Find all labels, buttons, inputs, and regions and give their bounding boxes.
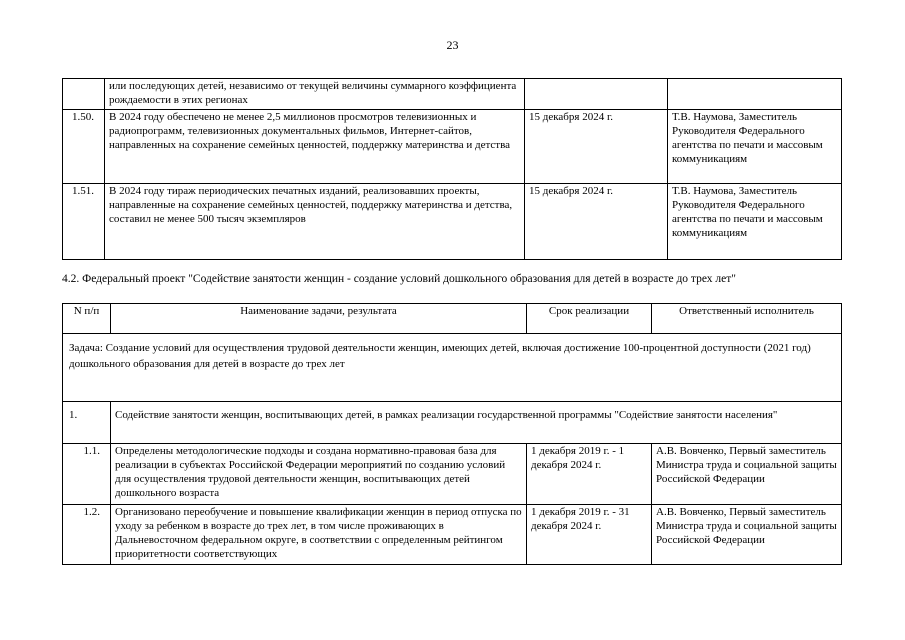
header-responsible: Ответственный исполнитель (652, 304, 842, 334)
group-number: 1. (63, 402, 111, 444)
task-row (63, 334, 842, 402)
task-cell: В 2024 году тираж периодических печатных изданий, реализовавших проекты, направленные на сохранение семейных ценностей, поддержку материнства и детства, составил не менее 500 тысяч экземпляров (105, 184, 525, 260)
table-row (63, 110, 842, 184)
row-number: 1.1. (63, 444, 111, 505)
page-number: 23 (446, 38, 459, 52)
table-header-row (63, 304, 842, 334)
row-number: 1.2. (63, 505, 111, 565)
task-statement: Задача: Создание условий для осуществления трудовой деятельности женщин, имеющих детей, включая достижение 100-процентной доступности (2021 год) дошкольного образования для детей в возрасте до трех лет (63, 334, 842, 402)
header-task: Наименование задачи, результата (111, 304, 527, 334)
table-row (63, 79, 842, 110)
table-row (63, 505, 842, 565)
responsible-cell: А.В. Вовченко, Первый заместитель Министра труда и социальной защиты Российской Федерации (652, 444, 842, 505)
task-cell: Определены методологические подходы и создана нормативно-правовая база для реализации в субъектах Российской Федерации мероприятий по созданию условий для осуществления трудовой деятельности женщин, воспитывающих детей дошкольного возраста (111, 444, 527, 505)
responsible-cell: А.В. Вовченко, Первый заместитель Министра труда и социальной защиты Российской Федерации (652, 505, 842, 565)
group-row (63, 402, 842, 444)
row-number: 1.50. (63, 110, 105, 184)
responsible-cell: Т.В. Наумова, Заместитель Руководителя Федерального агентства по печати и массовым коммуникациям (668, 184, 842, 260)
row-number (63, 79, 105, 110)
deadline-cell: 1 декабря 2019 г. - 31 декабря 2024 г. (527, 505, 652, 565)
section-title: 4.2. Федеральный проект "Содействие занятости женщин - создание условий дошкольного образования для детей в возрасте до трех лет" (62, 273, 736, 285)
deadline-cell: 15 декабря 2024 г. (525, 110, 668, 184)
deadline-cell: 1 декабря 2019 г. - 1 декабря 2024 г. (527, 444, 652, 505)
table-continued (62, 78, 842, 260)
header-deadline: Срок реализации (527, 304, 652, 334)
row-number: 1.51. (63, 184, 105, 260)
task-cell: Организовано переобучение и повышение квалификации женщин в период отпуска по уходу за ребенком в возрасте до трех лет, в том числе проживающих в Дальневосточном федеральном округе, в соответствии с определенным рейтингом приоритетности соответствующих (111, 505, 527, 565)
responsible-cell (668, 79, 842, 110)
group-title: Содействие занятости женщин, воспитывающих детей, в рамках реализации государственной программы "Содействие занятости населения" (111, 402, 842, 444)
task-cell: или последующих детей, независимо от текущей величины суммарного коэффициента рождаемости в этих регионах (105, 79, 525, 110)
deadline-cell (525, 79, 668, 110)
table-row (63, 184, 842, 260)
responsible-cell: Т.В. Наумова, Заместитель Руководителя Федерального агентства по печати и массовым коммуникациям (668, 110, 842, 184)
table-row (63, 444, 842, 505)
header-num: N п/п (63, 304, 111, 334)
deadline-cell: 15 декабря 2024 г. (525, 184, 668, 260)
table-federal-project (62, 303, 842, 565)
task-cell: В 2024 году обеспечено не менее 2,5 миллионов просмотров телевизионных и радиопрограмм, телевизионных документальных фильмов, Интернет-сайтов, направленных на сохранение семейных ценностей, поддержку материнства и детства (105, 110, 525, 184)
